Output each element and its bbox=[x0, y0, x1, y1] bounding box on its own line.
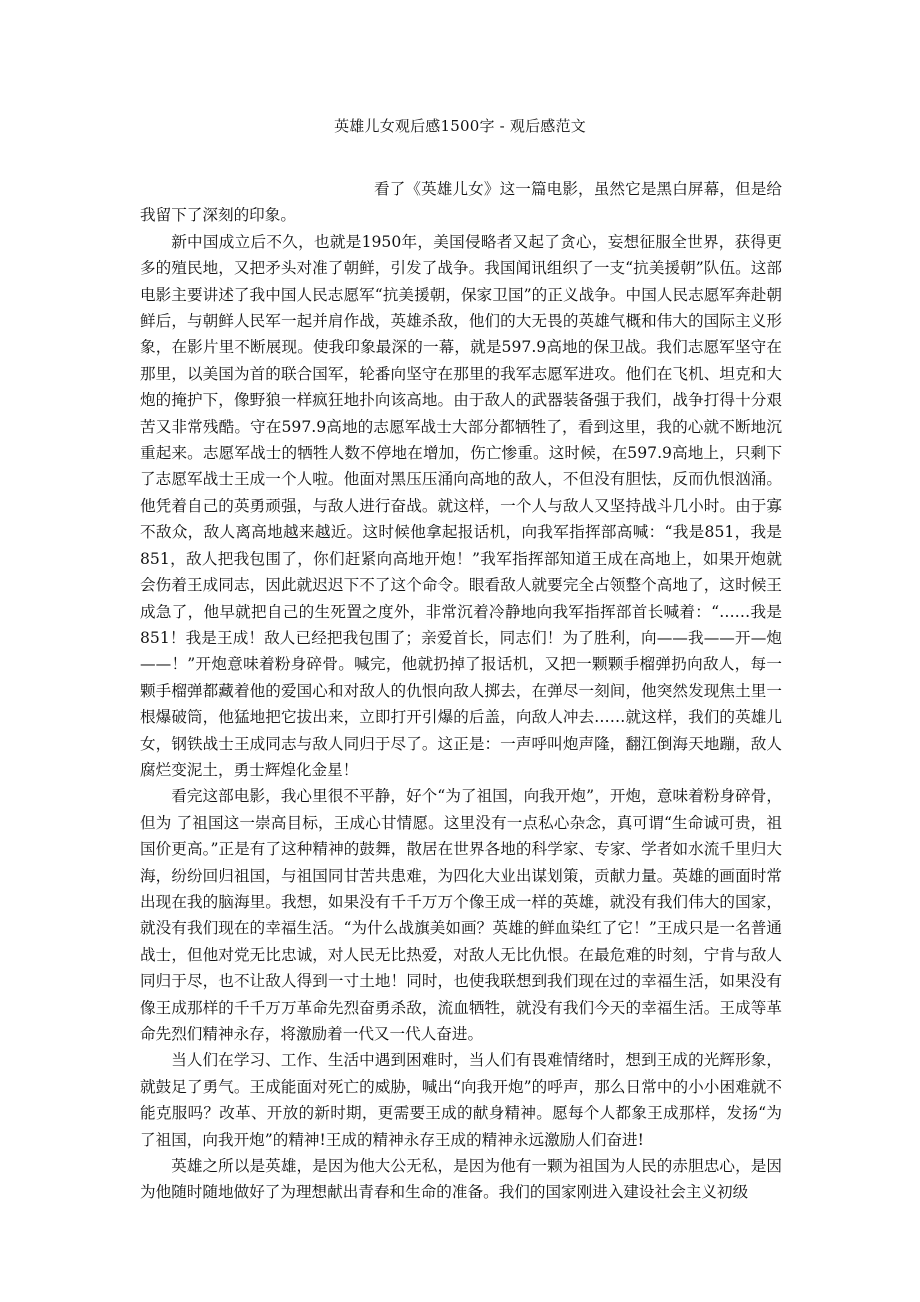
paragraph-3: 看完这部电影，我心里很不平静，好个“为了祖国，向我开炮”，开炮，意味着粉身碎骨，但为 了祖国这一崇高目标，王成心甘情愿。这里没有一点私心杂念，真可谓“生命诚可贵，祖国价更高。”正是有了这种精神的鼓舞，散居在世界各地的科学家、专家、学者如水流千里归大海，纷纷回归祖国，与祖国同甘苦共患难，为四化大业出谋划策，贡献力量。英雄的画面时常出现在我的脑海里。我想，如果没有千千万万个像王成一样的英雄，就没有我们伟大的国家，就没有我们现在的幸福生活。“为什么战旗美如画？英雄的鲜血染红了它！”王成只是一名普通战士，但他对党无比忠诚，对人民无比热爱，对敌人无比仇恨。在最危难的时刻，宁肯与敌人同归于尽，也不让敌人得到一寸土地！同时，也使我联想到我们现在过的幸福生活，如果没有像王成那样的千千万万革命先烈奋勇杀敌，流血牺牲，就没有我们今天的幸福生活。王成等革命先烈们精神永存，将激励着一代又一代人奋进。 bbox=[140, 787, 782, 1043]
paragraph-1: 看了《英雄儿女》这一篇电影，虽然它是黑白屏幕，但是给我留下了深刻的印象。 bbox=[140, 180, 782, 225]
paragraph-2: 新中国成立后不久，也就是1950年，美国侵略者又起了贪心，妄想征服全世界，获得更多的殖民地，又把矛头对准了朝鲜，引发了战争。我国闻讯组织了一支“抗美援朝”队伍。这部电影主要讲述了我中国人民志愿军“抗美援朝，保家卫国”的正义战争。中国人民志愿军奔赴朝鲜后，与朝鲜人民军一起并肩作战，英雄杀敌，他们的大无畏的英雄气概和伟大的国际主义形象，在影片里不断展现。使我印象最深的一幕，就是597.9高地的保卫战。我们志愿军坚守在那里，以美国为首的联合国军，轮番向坚守在那里的我军志愿军进攻。他们在飞机、坦克和大炮的掩护下，像野狼一样疯狂地扑向该高地。由于敌人的武器装备强于我们，战争打得十分艰苦又非常残酷。守在597.9高地的志愿军战士大部分都牺牲了，看到这里，我的心就不断地沉重起来。志愿军战士的牺牲人数不停地在增加，伤亡惨重。这时候，在597.9高地上，只剩下了志愿军战士王成一个人啦。他面对黑压压涌向高地的敌人，不但没有胆怯，反而仇恨汹涌。他凭着自己的英勇顽强，与敌人进行奋战。就这样，一个人与敌人又坚持战斗几小时。由于寡不敌众，敌人离高地越来越近。这时候他拿起报话机，向我军指挥部高喊：“我是851，我是851，敌人把我包围了，你们赶紧向高地开炮！”我军指挥部知道王成在高地上，如果开炮就会伤着王成同志，因此就迟迟下不了这个命令。眼看敌人就要完全占领整个高地了，这时候王成急了，他早就把自己的生死置之度外，非常沉着冷静地向我军指挥部首长喊着：“……我是851！我是王成！敌人已经把我包围了；亲爱首长，同志们！为了胜利，向——我——开—炮——！”开炮意味着粉身碎骨。喊完，他就扔掉了报话机，又把一颗颗手榴弹扔向敌人，每一颗手榴弹都藏着他的爱国心和对敌人的仇恨向敌人掷去，在弹尽一刻间，他突然发现焦土里一根爆破筒，他猛地把它拔出来，立即打开引爆的后盖，向敌人冲去……就这样，我们的英雄儿女，钢铁战士王成同志与敌人同归于尽了。这正是：一声呼叫炮声隆，翻江倒海天地蹦，敌人腐烂变泥土，勇士辉煌化金星！ bbox=[140, 232, 782, 779]
paragraph-5: 英雄之所以是英雄，是因为他大公无私，是因为他有一颗为祖国为人民的赤胆忠心，是因为他随时随地做好了为理想献出青春和生命的准备。我们的国家刚进入建设社会主义初级 bbox=[140, 1157, 782, 1202]
paragraph-4: 当人们在学习、工作、生活中遇到困难时，当人们有畏难情绪时，想到王成的光辉形象，就鼓足了勇气。王成能面对死亡的威胁，喊出“向我开炮”的呼声，那么日常中的小小困难就不能克服吗？改革、开放的新时期，更需要王成的献身精神。愿每个人都象王成那样，发扬“为了祖国，向我开炮”的精神!王成的精神永存王成的精神永远激励人们奋进! bbox=[140, 1051, 782, 1149]
article-body bbox=[140, 176, 782, 1206]
page-title: 英雄儿女观后感1500字 - 观后感范文 bbox=[334, 117, 586, 135]
